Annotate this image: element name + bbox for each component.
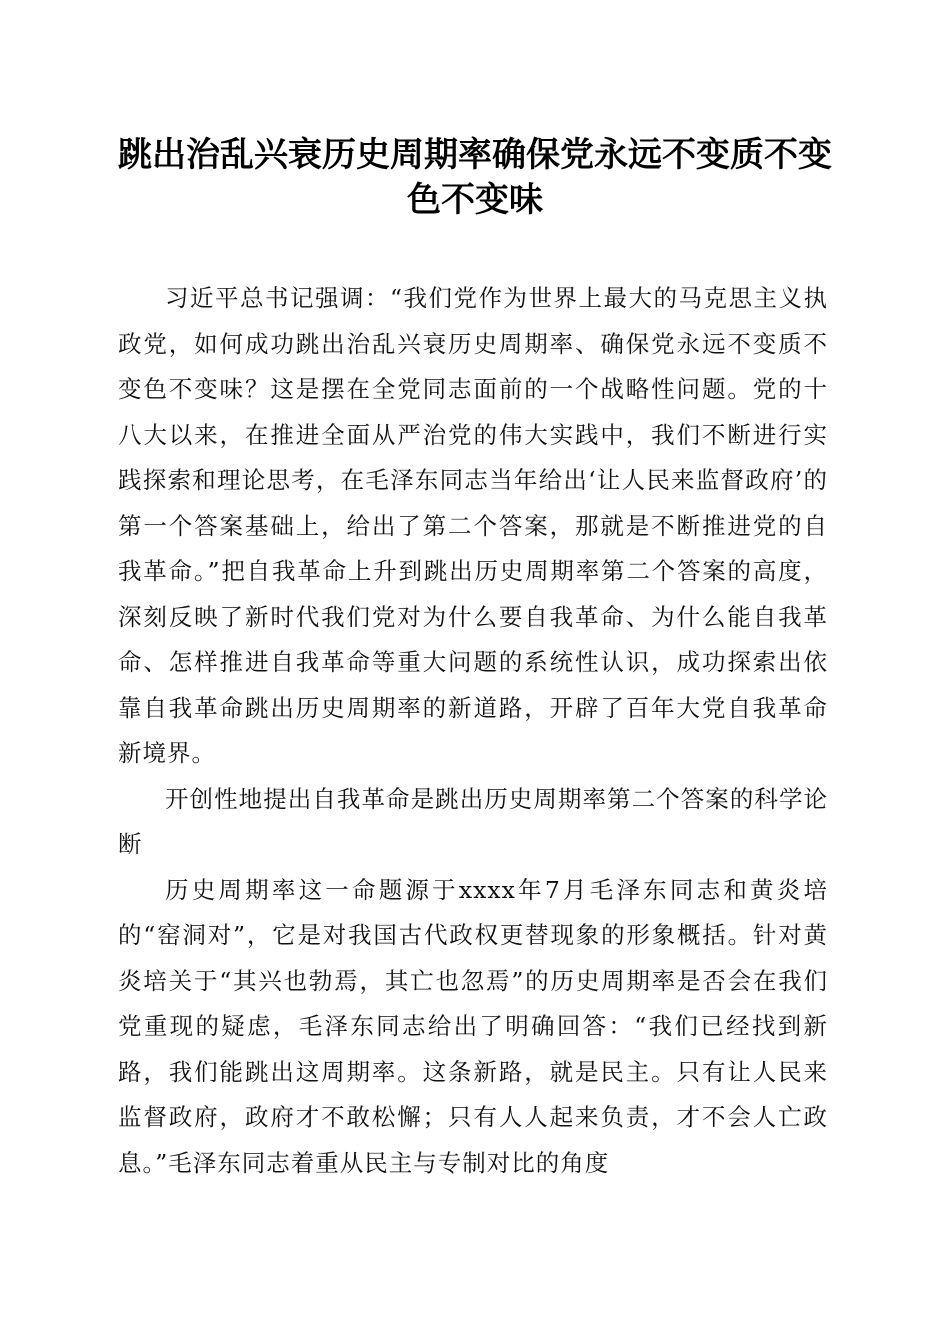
paragraph-history: 历史周期率这一命题源于xxxx年7月毛泽东同志和黄炎培的“窑洞对”，它是对我国古代政权更替现象的形象概括。针对黄炎培关于“其兴也勃焉，其亡也忽焉”的历史周期率是否会在我们党重现的疑虑，毛泽东同志给出了明确回答：“我们已经找到新路，我们能跳出这周期率。这条新路，就是民主。只有让人民来监督政府，政府才不敢松懈；只有人人起来负责，才不会人亡政息。”毛泽东同志着重从民主与专制对比的角度 — [118, 875, 828, 1177]
document-body — [118, 276, 828, 1186]
paragraph-intro: 习近平总书记强调：“我们党作为世界上最大的马克思主义执政党，如何成功跳出治乱兴衰历史周期率、确保党永远不变质不变色不变味？这是摆在全党同志面前的一个战略性问题。党的十八大以来，在推进全面从严治党的伟大实践中，我们不断进行实践探索和理论思考，在毛泽东同志当年给出‘让人民来监督政府’的第一个答案基础上，给出了第二个答案，那就是不断推进党的自我革命。”把自我革命上升到跳出历史周期率第二个答案的高度，深刻反映了新时代我们党对为什么要自我革命、为什么能自我革命、怎样推进自我革命等重大问题的系统性认识，成功探索出依靠自我革命跳出历史周期率的新道路，开辟了百年大党自我革命新境界。 — [118, 284, 828, 767]
paragraph-section-heading: 开创性地提出自我革命是跳出历史周期率第二个答案的科学论断 — [118, 784, 828, 858]
document-title: 跳出治乱兴衰历史周期率确保党永远不变质不变色不变味 — [118, 135, 832, 220]
